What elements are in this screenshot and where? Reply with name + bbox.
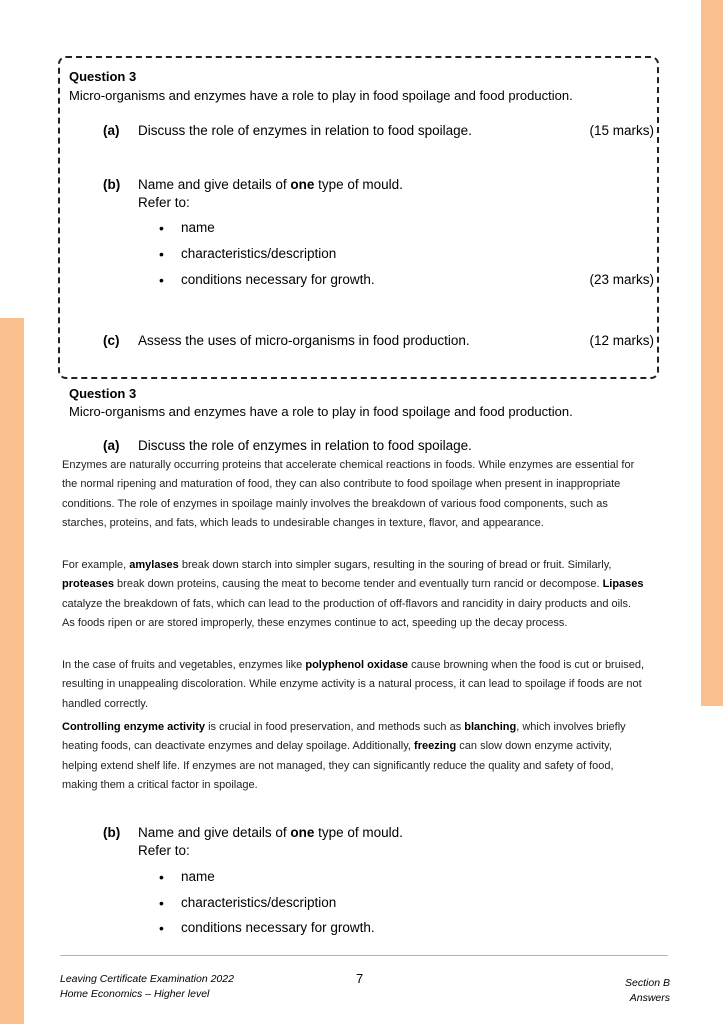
answer-part-b-bullet: • characteristics/description <box>181 895 336 910</box>
question-intro: Micro-organisms and enzymes have a role to play in food spoilage and food production. <box>69 88 573 103</box>
answer-part-b-text-post: type of mould. <box>314 825 403 840</box>
side-color-tab-left <box>0 318 24 1024</box>
part-a-marks: (15 marks) <box>589 123 654 138</box>
answer-paragraph-3 <box>62 656 646 714</box>
footer-subject: Home Economics – Higher level <box>60 988 210 1000</box>
footer-section: Section B <box>625 977 670 989</box>
part-b-refer: Refer to: <box>138 195 190 210</box>
answer-keyword: blanching <box>464 721 517 733</box>
answer-paragraph-4 <box>62 718 646 796</box>
footer-answers: Answers <box>629 992 670 1004</box>
answer-text: , which involves briefly heating foods, can deactivate enzymes and delay spoilage. Additionally, <box>62 721 626 753</box>
page-number: 7 <box>356 971 364 986</box>
answer-part-a-letter: (a) <box>103 438 120 453</box>
part-b-text-bold: one <box>290 177 315 192</box>
answer-text: For example, <box>62 559 130 571</box>
part-b-text <box>138 177 403 192</box>
answer-part-b-bullet: • name <box>181 869 215 884</box>
answer-part-b-letter: (b) <box>103 825 121 840</box>
part-c-marks: (12 marks) <box>589 333 654 348</box>
part-b-letter: (b) <box>103 177 121 192</box>
answer-question-intro: Micro-organisms and enzymes have a role to play in food spoilage and food production. <box>69 404 573 419</box>
footer-rule <box>60 955 668 956</box>
answer-paragraph-2 <box>62 556 646 634</box>
part-a-letter: (a) <box>103 123 120 138</box>
answer-part-a-text: Discuss the role of enzymes in relation to food spoilage. <box>138 438 472 453</box>
answer-keyword: proteases <box>62 578 114 591</box>
answer-keyword: freezing <box>414 740 457 753</box>
question-box <box>58 56 659 379</box>
answer-keyword: Lipases <box>602 578 644 591</box>
answer-keyword: polyphenol oxidase <box>305 659 409 671</box>
part-c-letter: (c) <box>103 333 120 348</box>
answer-text: break down starch into simpler sugars, resulting in the souring of bread or fruit. Similarly, <box>178 559 612 571</box>
answer-keyword: amylases <box>129 559 179 571</box>
answer-part-b-text <box>138 825 403 840</box>
answer-part-b-refer: Refer to: <box>138 843 190 858</box>
answer-text: cause browning when the food is cut or bruised, resulting in unappealing discoloration. While enzyme activity is a natural process, it can lead to spoilage if foods are not handled correctly. <box>62 659 645 710</box>
part-b-text-post: type of mould. <box>314 177 403 192</box>
footer-exam-title: Leaving Certificate Examination 2022 <box>60 973 234 985</box>
answer-text: In the case of fruits and vegetables, enzymes like <box>62 659 306 671</box>
answer-keyword: Controlling enzyme activity <box>62 721 206 733</box>
part-b-bullet: • characteristics/description <box>181 246 336 261</box>
answer-paragraph-1: Enzymes are naturally occurring proteins that accelerate chemical reactions in foods. While enzymes are essential for the normal ripening and maturation of food, they can also contribute to food spoilage when present in inappropriate conditions. The role of enzymes in spoilage mainly involves the breakdown of various food components, such as starches, proteins, and fats, which leads to undesirable changes in texture, flavor, and appearance. <box>62 459 635 530</box>
part-b-text-pre: Name and give details of <box>138 177 291 192</box>
answer-text: catalyze the breakdown of fats, which can lead to the production of off-flavors and rancidity in dairy products and oils. As foods ripen or are stored improperly, these enzymes continue to act, speeding up the decay process. <box>62 597 632 630</box>
part-a-text: Discuss the role of enzymes in relation to food spoilage. <box>138 123 472 138</box>
part-c-text: Assess the uses of micro-organisms in food production. <box>138 333 470 348</box>
part-b-bullet: • name <box>181 220 215 235</box>
answer-part-b-text-bold: one <box>290 825 315 840</box>
answer-text: break down proteins, causing the meat to become tender and eventually turn rancid or decompose. <box>113 578 603 591</box>
part-b-bullet: • conditions necessary for growth. <box>181 272 375 287</box>
footer-section-info <box>625 976 670 1006</box>
footer-exam-info <box>60 972 234 1002</box>
answer-question-title: Question 3 <box>69 386 137 401</box>
part-b-marks: (23 marks) <box>589 272 654 287</box>
answer-text: is crucial in food preservation, and methods such as <box>205 721 465 733</box>
question-title: Question 3 <box>69 69 137 84</box>
answer-text: can slow down enzyme activity, helping extend shelf life. If enzymes are not managed, they can significantly reduce the quality and safety of food, making them a critical factor in spoilage. <box>62 740 614 792</box>
answer-part-b-text-pre: Name and give details of <box>138 825 291 840</box>
answer-part-b-bullet: • conditions necessary for growth. <box>181 920 375 935</box>
side-color-tab-right <box>701 0 723 706</box>
